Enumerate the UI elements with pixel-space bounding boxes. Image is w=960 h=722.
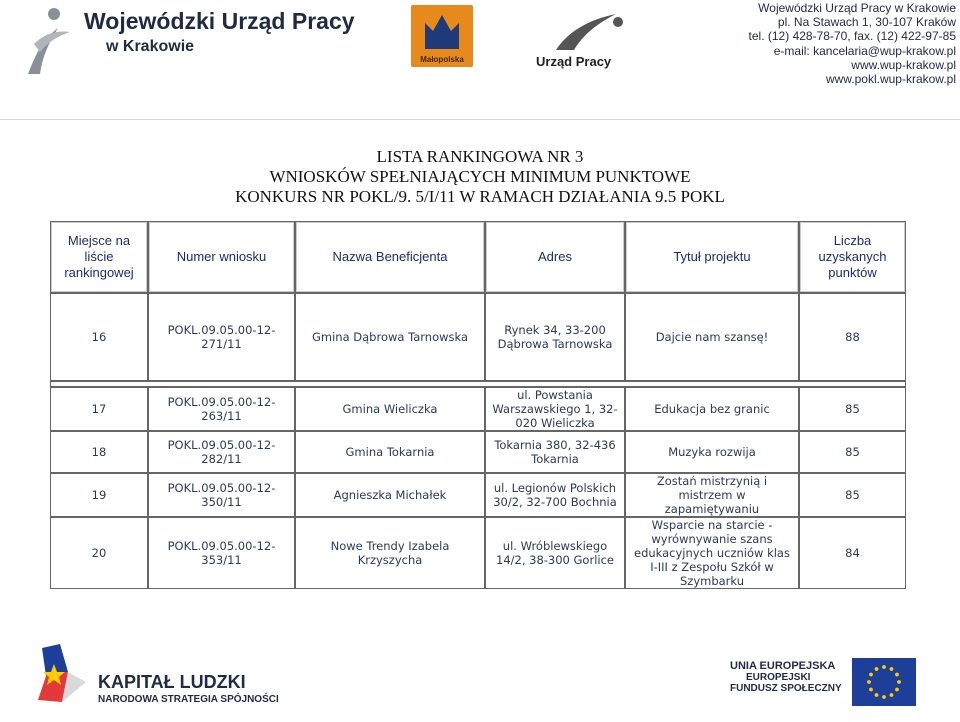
contact-website-link[interactable]: www.pokl.wup-krakow.pl	[825, 72, 956, 87]
title-line: KONKURS NR POKL/9. 5/I/11 W RAMACH DZIAŁANIA 9.5 POKL	[235, 187, 725, 206]
cell-rank: 19	[50, 473, 148, 517]
cell-number: POKL.09.05.00-12-263/11	[148, 387, 295, 431]
kapital-ludzki-logo	[32, 642, 279, 718]
contact-line: tel. (12) 428-78-70, fax. (12) 422-97-85	[748, 29, 956, 44]
eu-fund-label: FUNDUSZ SPOŁECZNY	[730, 683, 842, 694]
ranking-table	[50, 221, 906, 589]
table-row	[50, 473, 906, 517]
cell-points: 85	[799, 387, 906, 431]
eu-star-icon	[869, 673, 873, 677]
urzad-pracy-logo	[526, 8, 646, 70]
eu-star-icon	[875, 693, 879, 697]
eu-star-icon	[897, 680, 901, 684]
kapital-ludzki-subtitle: NARODOWA STRATEGIA SPÓJNOŚCI	[98, 694, 279, 705]
cell-beneficiary: Nowe Trendy Izabela Krzyszycha	[295, 517, 485, 589]
wup-logo	[12, 4, 382, 76]
cell-number: POKL.09.05.00-12-353/11	[148, 517, 295, 589]
urzad-pracy-label: Urząd Pracy	[536, 54, 612, 69]
eu-star-icon	[890, 693, 894, 697]
eu-star-icon	[875, 667, 879, 671]
header-rank: Miejsce na liście rankingowej	[50, 221, 148, 293]
cell-rank: 17	[50, 387, 148, 431]
cell-rank: 18	[50, 431, 148, 473]
cell-number: POKL.09.05.00-12-350/11	[148, 473, 295, 517]
cell-number: POKL.09.05.00-12-271/11	[148, 293, 295, 381]
cell-address: Rynek 34, 33-200 Dąbrowa Tarnowska	[485, 293, 625, 381]
cell-address: ul. Powstania Warszawskiego 1, 32-020 Wieliczka	[485, 387, 625, 431]
cell-rank: 16	[50, 293, 148, 381]
eu-star-icon	[890, 667, 894, 671]
malopolska-crown-icon	[411, 5, 473, 55]
cell-address: Tokarnia 380, 32-436 Tokarnia	[485, 431, 625, 473]
cell-address: ul. Wróblewskiego 14/2, 38-300 Gorlice	[485, 517, 625, 589]
eu-star-icon	[882, 665, 886, 669]
header-project: Tytuł projektu	[625, 221, 799, 293]
eu-fund-label: EUROPEJSKI	[746, 672, 811, 683]
cell-points: 85	[799, 473, 906, 517]
kapital-ludzki-star-icon	[32, 642, 94, 718]
eu-star-icon	[882, 695, 886, 699]
cell-address: ul. Legionów Polskich 30/2, 32-700 Bochnia	[485, 473, 625, 517]
cell-points: 84	[799, 517, 906, 589]
contact-line: pl. Na Stawach 1, 30-107 Kraków	[777, 15, 956, 30]
cell-beneficiary: Gmina Wieliczka	[295, 387, 485, 431]
urzad-pracy-swoosh-icon	[526, 8, 646, 54]
contact-website-link[interactable]: www.wup-krakow.pl	[851, 57, 956, 72]
cell-beneficiary: Gmina Dąbrowa Tarnowska	[295, 293, 485, 381]
header-address: Adres	[485, 221, 625, 293]
cell-number: POKL.09.05.00-12-282/11	[148, 431, 295, 473]
contact-email-link[interactable]: e-mail: kancelaria@wup-krakow.pl	[773, 43, 956, 58]
table-header-row	[50, 221, 906, 293]
cell-project: Zostań mistrzynią i mistrzem w zapamiętywaniu	[625, 473, 799, 517]
document-title	[0, 147, 960, 207]
eu-star-icon	[867, 680, 871, 684]
header-points: Liczba uzyskanych punktów	[799, 221, 906, 293]
title-line: LISTA RANKINGOWA NR 3	[376, 147, 584, 166]
cell-project: Wsparcie na starcie - wyrównywanie szans edukacyjnych uczniów klas I-III z Zespołu Szkół w Szymbarku	[625, 517, 799, 589]
eu-star-icon	[895, 673, 899, 677]
eu-label: UNIA EUROPEJSKA	[730, 660, 836, 672]
eu-flag-icon	[852, 658, 916, 706]
wup-swoosh-icon	[18, 4, 78, 76]
eu-stars-icon	[852, 658, 916, 706]
cell-points: 88	[799, 293, 906, 381]
table-row	[50, 517, 906, 589]
table-row	[50, 431, 906, 473]
eu-star-icon	[895, 688, 899, 692]
cell-points: 85	[799, 431, 906, 473]
header-beneficiary: Nazwa Beneficjenta	[295, 221, 485, 293]
title-line: WNIOSKÓW SPEŁNIAJĄCYCH MINIMUM PUNKTOWE	[269, 167, 691, 186]
table-row	[50, 293, 906, 381]
contact-block	[749, 1, 956, 86]
cell-project: Dajcie nam szansę!	[625, 293, 799, 381]
org-city: w Krakowie	[106, 38, 195, 55]
cell-rank: 20	[50, 517, 148, 589]
malopolska-logo	[411, 5, 473, 67]
header-number: Numer wniosku	[148, 221, 295, 293]
contact-line: Wojewódzki Urząd Pracy w Krakowie	[758, 1, 956, 15]
header-divider	[0, 119, 960, 120]
cell-beneficiary: Gmina Tokarnia	[295, 431, 485, 473]
malopolska-label: Małopolska	[420, 55, 464, 64]
table-row	[50, 387, 906, 431]
kapital-ludzki-title: KAPITAŁ LUDZKI	[98, 672, 246, 692]
cell-project: Muzyka rozwija	[625, 431, 799, 473]
eu-star-icon	[869, 688, 873, 692]
org-name: Wojewódzki Urząd Pracy	[84, 8, 355, 34]
eu-text-block	[730, 660, 842, 694]
eu-logo	[712, 650, 922, 714]
cell-beneficiary: Agnieszka Michałek	[295, 473, 485, 517]
cell-project: Edukacja bez granic	[625, 387, 799, 431]
